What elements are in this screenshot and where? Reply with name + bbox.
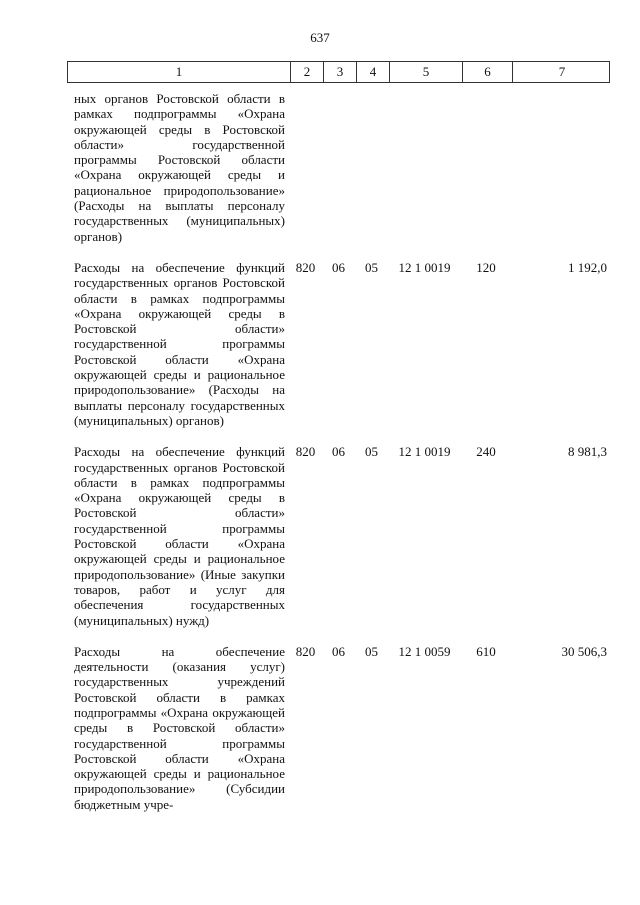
row-amount: 30 506,3 — [561, 643, 607, 659]
row-target-article: 12 1 0019 — [398, 259, 451, 275]
row-description: ных органов Ростовской области в рамках подпрограммы «Охрана окружающей среды в Ростовской области» государственной программы Ростовской области «Охрана окружающей среды и рациональное природопользование» (Расходы на выплаты персоналу государственных (муниципальных) органов) — [74, 91, 285, 244]
table-body — [67, 91, 610, 828]
row-subsection — [355, 91, 388, 244]
row-section — [322, 91, 355, 244]
table-row — [67, 644, 610, 812]
row-admin-code: 820 — [295, 259, 316, 275]
row-amount: 8 981,3 — [568, 444, 607, 460]
row-expense-type: 610 — [476, 643, 496, 659]
row-section: 06 — [332, 444, 345, 460]
row-target-article: 12 1 0019 — [398, 444, 451, 460]
header-col-3: 3 — [323, 62, 356, 82]
row-description: Расходы на обеспечение деятельности (оказания услуг) государственных учреждений Ростовской области в рамках подпрограммы «Охрана окружающей среды в Ростовской области» государственной программы Ростовской области «Охрана окружающей среды и рациональное природопользование» (Субсидии бюджетным учре- — [74, 643, 285, 812]
table-row — [67, 260, 610, 428]
row-expense-type: 240 — [476, 444, 496, 460]
header-col-2: 2 — [290, 62, 323, 82]
table-header — [67, 61, 610, 83]
row-description: Расходы на обеспечение функций государственных органов Ростовской области в рамках подпрограммы «Охрана окружающей среды в Ростовской области» государственной программы Ростовской области «Охрана окружающей среды и рациональное природопользование» (Иные закупки товаров, работ и услуг для обеспечения государственных (муниципальных) нужд) — [74, 444, 285, 628]
row-subsection: 05 — [365, 444, 378, 460]
header-col-4: 4 — [356, 62, 389, 82]
row-admin-code — [289, 91, 322, 244]
row-description: Расходы на обеспечение функций государственных органов Ростовской области в рамках подпрограммы «Охрана окружающей среды в Ростовской области» государственной программы Ростовской области «Охрана окружающей среды и рациональное природопользование» (Расходы на выплаты персоналу государственных (муниципальных) органов) — [74, 259, 285, 428]
row-target-article: 12 1 0059 — [398, 643, 451, 659]
row-admin-code: 820 — [295, 643, 316, 659]
row-amount: 1 192,0 — [568, 259, 607, 275]
row-expense-type — [461, 91, 511, 244]
row-subsection: 05 — [365, 643, 378, 659]
header-col-7: 7 — [512, 62, 611, 82]
row-section: 06 — [332, 643, 345, 659]
header-col-1: 1 — [175, 64, 183, 79]
row-subsection: 05 — [365, 259, 378, 275]
page-number: 637 — [310, 30, 330, 45]
row-target-article — [388, 91, 461, 244]
header-col-6: 6 — [462, 62, 512, 82]
row-section: 06 — [332, 259, 345, 275]
row-admin-code: 820 — [295, 444, 316, 460]
table-row — [67, 444, 610, 628]
header-col-5: 5 — [389, 62, 462, 82]
row-amount — [511, 91, 610, 244]
table-row — [67, 91, 610, 244]
row-expense-type: 120 — [476, 259, 496, 275]
